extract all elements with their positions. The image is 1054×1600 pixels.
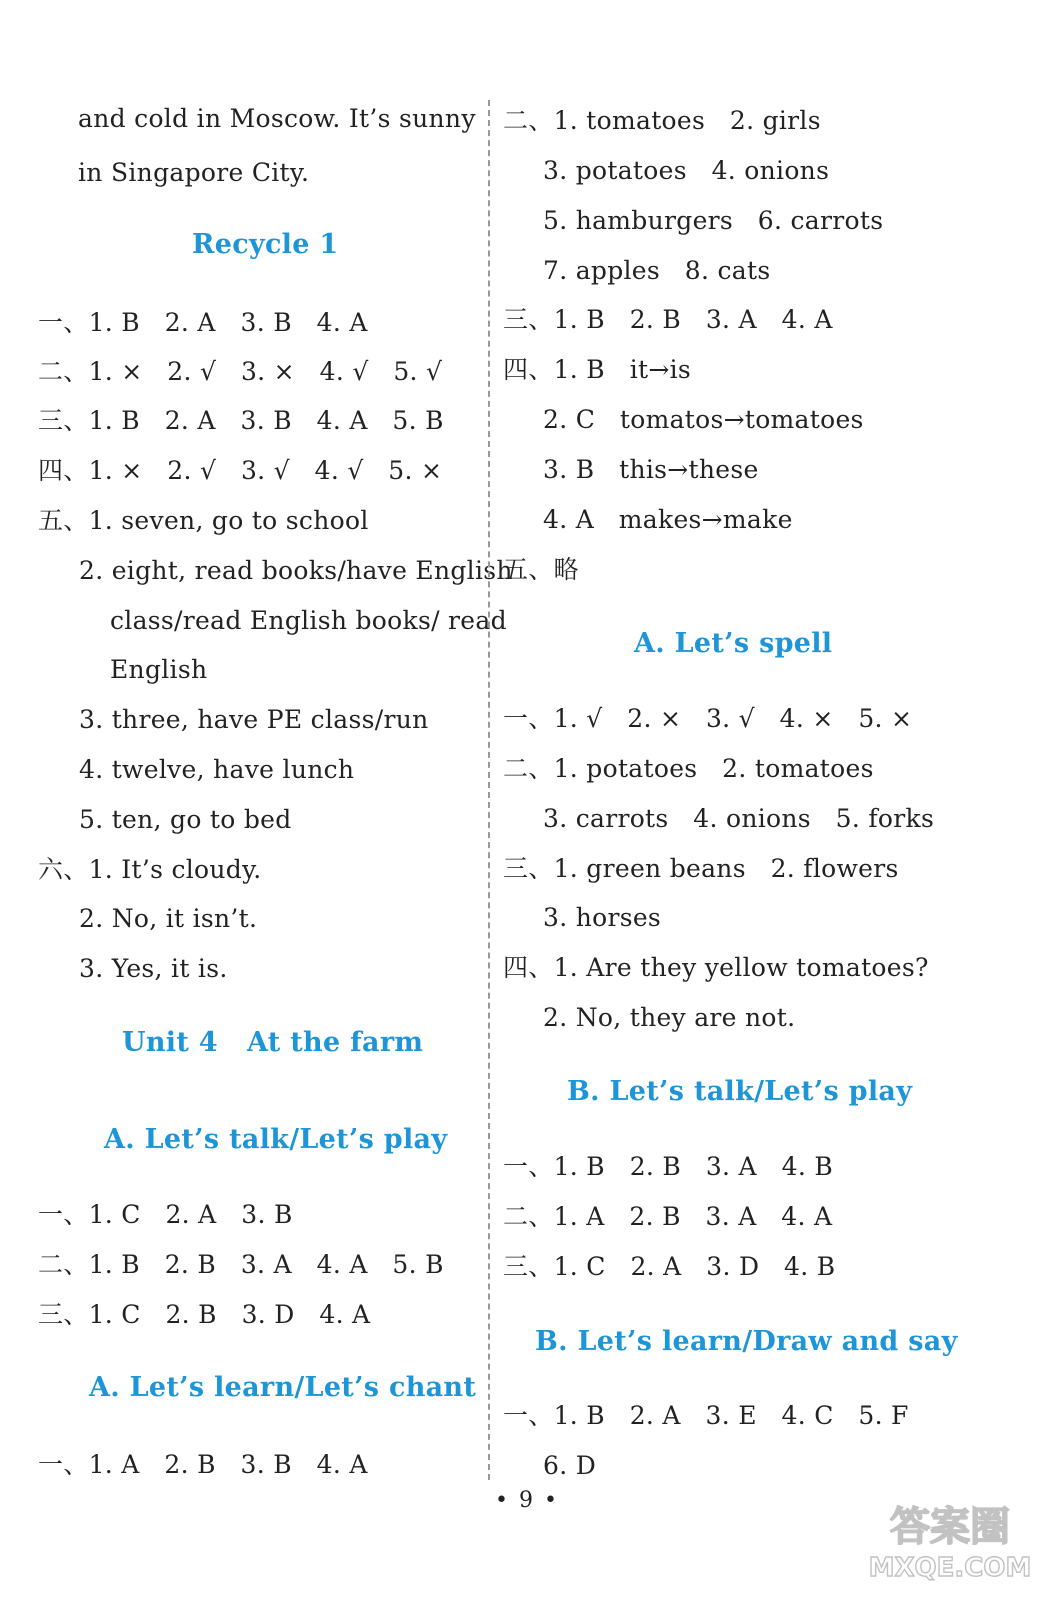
answer-line: 2. C tomatos→tomatoes	[543, 405, 864, 434]
section-heading: B. Let’s learn/Draw and say	[535, 1326, 958, 1357]
section-heading: A. Let’s learn/Let’s chant	[89, 1372, 477, 1403]
answer-line: 五、略	[503, 555, 579, 584]
answer-line: 二、1. potatoes 2. tomatoes	[503, 754, 874, 783]
answer-line: 3. carrots 4. onions 5. forks	[543, 804, 935, 833]
watermark-subtext: MXQE.COM	[868, 1553, 1032, 1583]
section-heading: A. Let’s talk/Let’s play	[104, 1124, 448, 1155]
answer-line: 5. ten, go to bed	[79, 805, 292, 834]
answer-line: 2. No, they are not.	[543, 1003, 796, 1032]
answer-line: 5. hamburgers 6. carrots	[543, 206, 884, 235]
answer-line: 二、1. × 2. √ 3. × 4. √ 5. √	[38, 357, 443, 386]
section-heading: Unit 4 At the farm	[122, 1027, 424, 1058]
answer-line: 三、1. B 2. B 3. A 4. A	[503, 305, 833, 334]
answer-line: 一、1. C 2. A 3. B	[38, 1200, 293, 1229]
answer-line: 二、1. A 2. B 3. A 4. A	[503, 1202, 833, 1231]
answer-line: 一、1. B 2. B 3. A 4. B	[503, 1152, 833, 1181]
watermark-text: 答案圈	[890, 1504, 1010, 1550]
answer-line: 二、1. B 2. B 3. A 4. A 5. B	[38, 1250, 444, 1279]
answer-line: 三、1. green beans 2. flowers	[503, 854, 899, 883]
answer-line: 2. eight, read books/have English	[79, 556, 513, 585]
column-divider	[488, 100, 490, 1480]
section-heading: B. Let’s talk/Let’s play	[567, 1076, 913, 1107]
answer-line: 四、1. Are they yellow tomatoes?	[503, 953, 929, 982]
answer-line: 7. apples 8. cats	[543, 256, 771, 285]
answer-line: 二、1. tomatoes 2. girls	[503, 106, 821, 135]
answer-line: English	[110, 655, 208, 684]
answer-line: 4. A makes→make	[543, 505, 793, 534]
answer-line: 一、1. B 2. A 3. B 4. A	[38, 308, 368, 337]
answer-line: 3. B this→these	[543, 455, 759, 484]
answer-line: 一、1. √ 2. × 3. √ 4. × 5. ×	[503, 704, 913, 733]
text-line: in Singapore City.	[78, 158, 310, 187]
answer-line: 六、1. It’s cloudy.	[38, 855, 262, 884]
answer-line: 3. horses	[543, 903, 662, 932]
answer-line: 一、1. B 2. A 3. E 4. C 5. F	[503, 1401, 909, 1430]
answer-line: 3. potatoes 4. onions	[543, 156, 830, 185]
answer-line: 四、1. B it→is	[503, 355, 692, 384]
answer-line: 一、1. A 2. B 3. B 4. A	[38, 1450, 368, 1479]
answer-line: 6. D	[543, 1451, 597, 1480]
answer-line: 4. twelve, have lunch	[79, 755, 355, 784]
section-heading: A. Let’s spell	[634, 628, 833, 659]
answer-line: 三、1. B 2. A 3. B 4. A 5. B	[38, 406, 444, 435]
section-heading: Recycle 1	[192, 229, 339, 260]
answer-line: 三、1. C 2. A 3. D 4. B	[503, 1252, 836, 1281]
answer-line: 四、1. × 2. √ 3. √ 4. √ 5. ×	[38, 456, 443, 485]
answer-line: class/read English books/ read	[110, 606, 507, 635]
watermark-logo	[862, 1488, 1038, 1584]
page-number: • 9 •	[495, 1488, 559, 1513]
answer-line: 2. No, it isn’t.	[79, 904, 258, 933]
text-line: and cold in Moscow. It’s sunny	[78, 104, 476, 133]
answer-line: 3. Yes, it is.	[79, 954, 228, 983]
answer-line: 三、1. C 2. B 3. D 4. A	[38, 1300, 371, 1329]
answer-line: 五、1. seven, go to school	[38, 506, 369, 535]
answer-line: 3. three, have PE class/run	[79, 705, 429, 734]
